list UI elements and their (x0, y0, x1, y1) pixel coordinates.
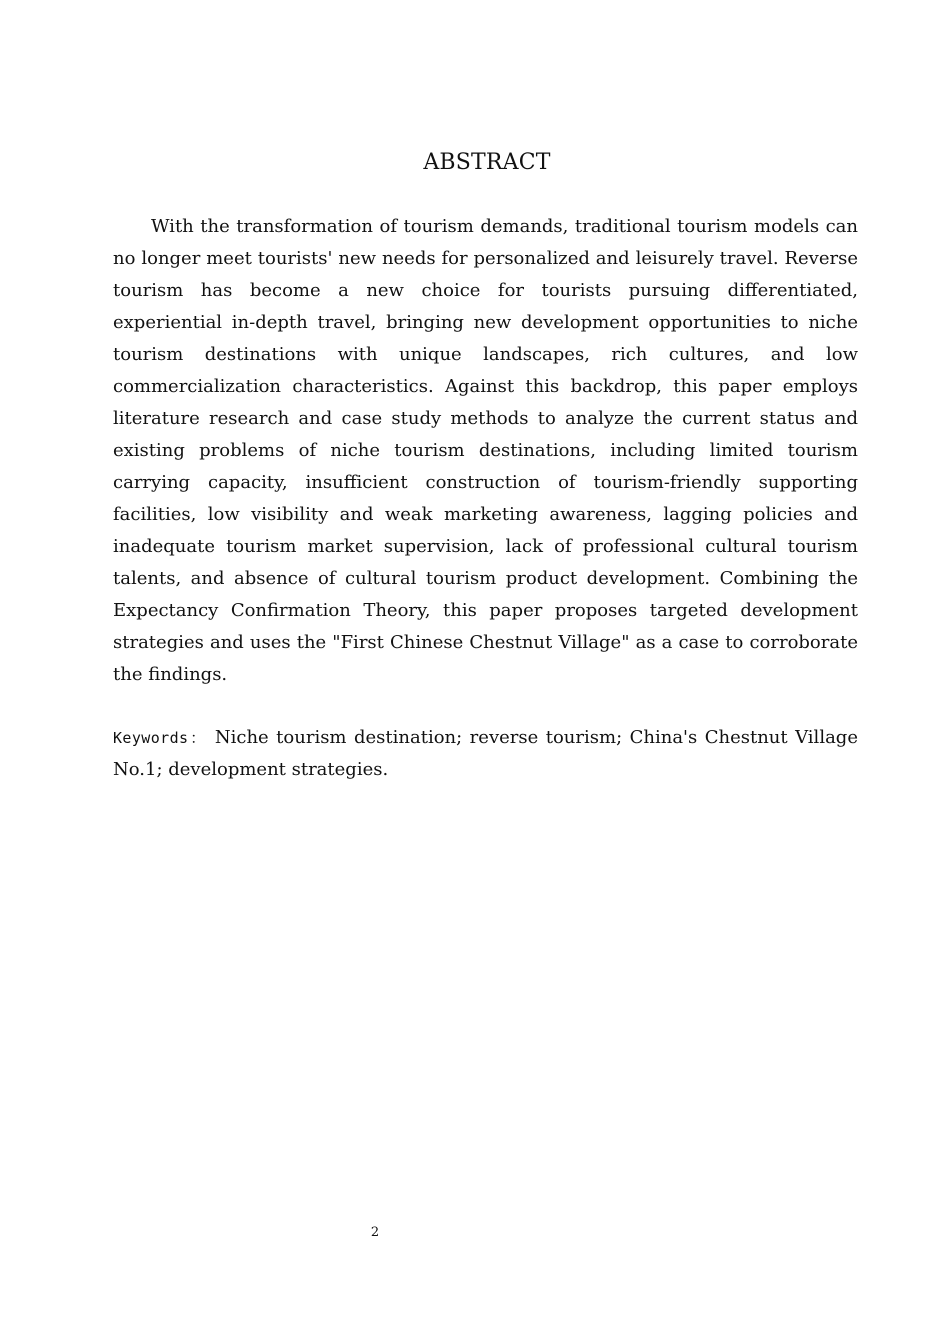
page-number: 2 (370, 1225, 380, 1240)
abstract-paragraph: With the transformation of tourism demands, traditional tourism models can no longer meet tourists' new needs for personalized and leisurely travel. Reverse tourism has become a new choice for tourists pursuing differentiated, experiential in-depth travel, bringing new development opportunities to niche tourism destinations with unique landscapes, rich cultures, and low commercialization characteristics. Against this backdrop, this paper employs literature research and case study methods to analyze the current status and existing problems of niche tourism destinations, including limited tourism carrying capacity, insufficient construction of tourism-friendly supporting facilities, low visibility and weak marketing awareness, lagging policies and inadequate tourism market supervision, lack of professional cultural tourism talents, and absence of cultural tourism product development. Combining the Expectancy Confirmation Theory, this paper proposes targeted development strategies and uses the "First Chinese Chestnut Village" as a case to corroborate the findings. (113, 216, 858, 685)
keywords-text: Niche tourism destination; reverse tourism; China's Chestnut Village No.1; development strategies. (113, 727, 858, 780)
keywords-line (113, 722, 858, 786)
abstract-title: ABSTRACT (423, 150, 551, 175)
keywords-label: Keywords： (113, 729, 208, 747)
